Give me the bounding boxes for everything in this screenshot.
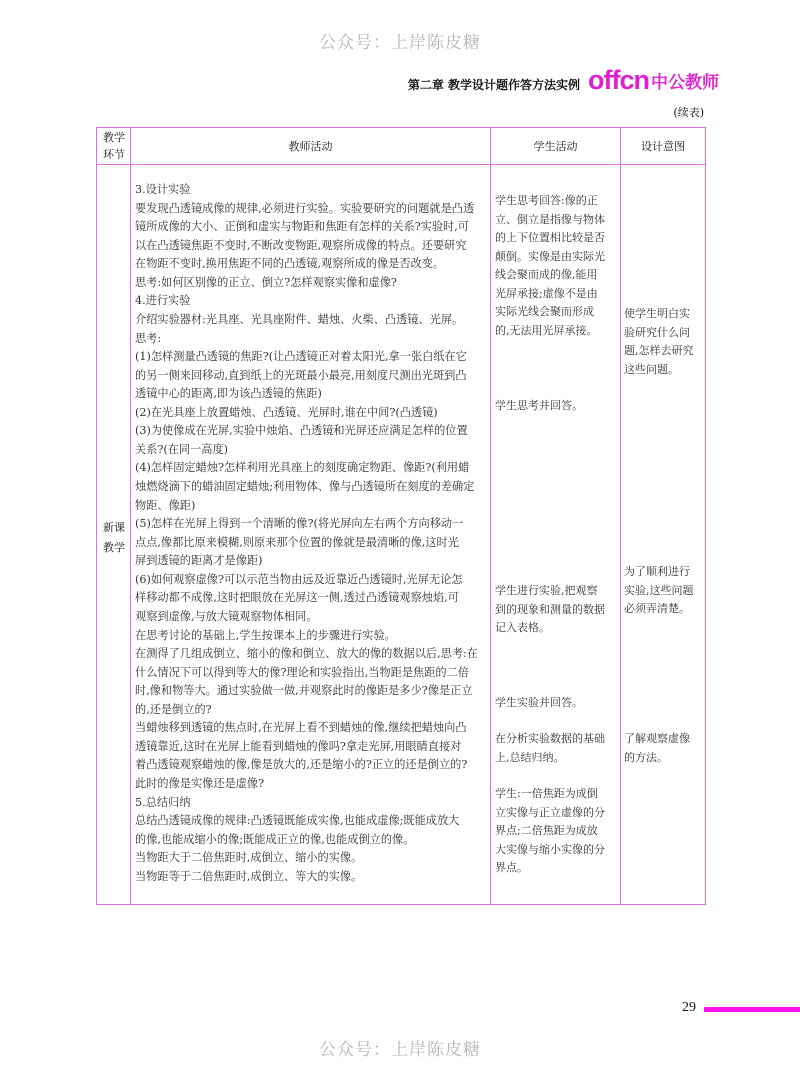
column-divider xyxy=(620,128,621,904)
header-stage: 教学环节 xyxy=(103,131,125,161)
intent-line: 为了顺利进行 xyxy=(624,565,690,578)
student-line: 到的现象和测量的数据 xyxy=(495,602,605,616)
watermark-top: 公众号：上岸陈皮糖 xyxy=(319,33,481,53)
teacher-line: (6)如何观察虚像?可以示范当物由远及近靠近凸透镜时,光屏无论怎 xyxy=(135,572,463,586)
column-divider xyxy=(490,128,491,904)
student-activity xyxy=(495,730,605,767)
column-divider xyxy=(130,128,131,904)
header-student: 学生活动 xyxy=(533,139,578,153)
teacher-line: 此时的像是实像还是虚像? xyxy=(135,777,265,790)
teacher-line: 思考:如何区别像的正立、倒立?怎样观察实像和虚像? xyxy=(135,275,397,289)
continued-label: (续表) xyxy=(673,106,704,119)
student-activity xyxy=(495,397,583,416)
intent-line: 了解观察虚像 xyxy=(624,732,690,745)
teacher-line: 3.设计实验 xyxy=(135,183,191,196)
teacher-line: 透镜中心的距离,即为该凸透镜的焦距) xyxy=(135,387,322,401)
student-line: 立实像与正立虚像的分 xyxy=(495,805,605,819)
design-intent xyxy=(624,730,690,767)
student-line: 线会聚而成的像,能用 xyxy=(495,268,598,282)
teacher-line: 当物距大于二倍焦距时,成倒立、缩小的实像。 xyxy=(135,851,363,865)
page-number: 29 xyxy=(682,1000,696,1015)
teacher-line: (1)怎样测量凸透镜的焦距?(让凸透镜正对着太阳光,拿一张白纸在它 xyxy=(135,350,467,364)
teacher-line: 的像,也能成缩小的像;既能成正立的像,也能成倒立的像。 xyxy=(135,832,415,846)
teacher-line: 关系?(在同一高度) xyxy=(135,442,229,456)
intent-line: 题,怎样去研究 xyxy=(624,344,694,358)
teacher-line: 总结凸透镜成像的规律:凸透镜既能成实像,也能成虚像;既能成放大 xyxy=(135,814,460,828)
student-activity xyxy=(495,582,605,638)
section-label: 新课教学 xyxy=(103,521,125,554)
teacher-line: (5)怎样在光屏上得到一个清晰的像?(将光屏向左右两个方向移动一 xyxy=(135,517,464,531)
student-line: 颠倒。实像是由实际光 xyxy=(495,249,605,263)
student-line: 界点;二倍焦距为成放 xyxy=(495,824,598,838)
teacher-line: 透镜靠近,这时在光屏上能看到蜡烛的像吗?拿走光屏,用眼睛直接对 xyxy=(135,739,462,753)
student-activity xyxy=(495,192,605,341)
student-activity xyxy=(495,694,583,713)
student-line: 光屏承接;虚像不是由 xyxy=(495,286,598,300)
teacher-line: 在思考讨论的基础上,学生按课本上的步骤进行实验。 xyxy=(135,628,396,642)
student-line: 记入表格。 xyxy=(495,621,550,635)
student-line: 实际光线会聚而形成 xyxy=(495,305,594,319)
logo-en: offcn xyxy=(588,64,649,95)
teacher-line: 5.总结归纳 xyxy=(135,795,191,809)
student-activity xyxy=(495,785,605,878)
student-line: 上,总结归纳。 xyxy=(495,750,565,764)
teacher-line: 烛燃烧滴下的蜡油固定蜡烛;利用物体、像与凸透镜所在刻度的差确定 xyxy=(135,480,475,493)
teacher-line: (2)在光具座上放置蜡烛、凸透镜、光屏时,谁在中间?(凸透镜) xyxy=(135,405,438,419)
teacher-line: 4.进行实验 xyxy=(135,294,191,308)
design-intent xyxy=(624,563,694,619)
teacher-line: (4)怎样固定蜡烛?怎样利用光具座上的刻度确定物距、像距?(利用蜡 xyxy=(135,461,470,475)
header-divider xyxy=(97,164,705,165)
offcn-logo xyxy=(588,66,719,94)
teacher-line: 思考: xyxy=(135,331,162,345)
student-line: 学生思考回答:像的正 xyxy=(495,194,598,207)
teacher-line: 以在凸透镜焦距不变时,不断改变物距,观察所成像的特点。还要研究 xyxy=(135,238,467,252)
design-intent xyxy=(624,305,694,379)
teacher-line: 什么情况下可以得到等大的像?理论和实验指出,当物距是焦距的二倍 xyxy=(135,665,469,679)
teacher-line: (3)为使像成在光屏,实验中烛焰、凸透镜和光屏还应满足怎样的位置 xyxy=(135,424,468,438)
teacher-line: 时,像和物等大。通过实验做一做,并观察此时的像距是多少?像是正立 xyxy=(135,684,473,698)
teacher-line: 屏到透镜的距离才是像距) xyxy=(135,554,263,568)
teacher-line: 在物距不变时,换用焦距不同的凸透镜,观察所成的像是否改变。 xyxy=(135,257,445,271)
student-line: 学生:一倍焦距为成倒 xyxy=(495,787,598,800)
student-line: 的,无法用光屏承接。 xyxy=(495,323,598,337)
teacher-line: 样移动都不成像,这时把眼放在光屏这一侧,透过凸透镜观察烛焰,可 xyxy=(135,591,459,605)
student-line: 的上下位置相比较是否 xyxy=(495,231,605,245)
teacher-line: 的另一侧来回移动,直到纸上的光斑最小最亮,用刻度尺测出光斑到凸 xyxy=(135,368,467,382)
header-teacher: 教师活动 xyxy=(288,139,333,153)
student-line: 大实像与缩小实像的分 xyxy=(495,842,605,856)
intent-line: 验研究什么问 xyxy=(624,325,690,339)
teacher-line: 当物距等于二倍焦距时,成倒立、等大的实像。 xyxy=(135,869,363,883)
teacher-line: 介绍实验器材:光具座、光具座附件、蜡烛、火柴、凸透镜、光屏。 xyxy=(135,312,464,326)
intent-line: 使学生明白实 xyxy=(624,307,690,320)
lesson-table xyxy=(96,127,706,905)
intent-line: 这些问题。 xyxy=(624,362,679,376)
teacher-line: 在测得了几组成倒立、缩小的像和倒立、放大的像的数据以后,思考:在 xyxy=(135,647,478,661)
watermark-bottom: 公众号：上岸陈皮糖 xyxy=(319,1040,481,1060)
logo-cn: 中公教师 xyxy=(650,72,719,93)
intent-line: 必须弄清楚。 xyxy=(624,602,690,616)
teacher-line: 着凸透镜观察蜡烛的像,像是放大的,还是缩小的?正立的还是倒立的? xyxy=(135,758,468,772)
header-intent: 设计意图 xyxy=(641,139,685,153)
teacher-line: 镜所成像的大小、正倒和虚实与物距和焦距有怎样的关系?实验时,可 xyxy=(135,220,469,234)
student-line: 学生实验并回答。 xyxy=(495,696,583,709)
teacher-line: 点点,像都比原来模糊,则原来那个位置的像就是最清晰的像,这时光 xyxy=(135,535,459,549)
teacher-line: 的,还是倒立的? xyxy=(135,702,212,716)
student-line: 学生思考并回答。 xyxy=(495,399,583,412)
student-line: 界点。 xyxy=(495,861,528,875)
intent-line: 的方法。 xyxy=(624,750,668,764)
chapter-title: 第二章 教学设计题作答方法实例 xyxy=(407,78,580,92)
teacher-line: 物距、像距) xyxy=(135,498,196,512)
student-line: 在分析实验数据的基础 xyxy=(495,732,605,745)
teacher-line: 要发现凸透镜成像的规律,必须进行实验。实验要研究的问题就是凸透 xyxy=(135,201,475,215)
page-accent-bar xyxy=(704,1007,800,1012)
teacher-line: 观察到虚像,与放大镜观察物体相同。 xyxy=(135,609,318,623)
intent-line: 实验,这些问题 xyxy=(624,583,694,597)
student-line: 学生进行实验,把观察 xyxy=(495,584,598,597)
teacher-line: 当蜡烛移到透镜的焦点时,在光屏上看不到蜡烛的像,继续把蜡烛向凸 xyxy=(135,721,467,735)
student-line: 立、倒立是指像与物体 xyxy=(495,212,605,226)
teacher-activity xyxy=(135,181,478,886)
